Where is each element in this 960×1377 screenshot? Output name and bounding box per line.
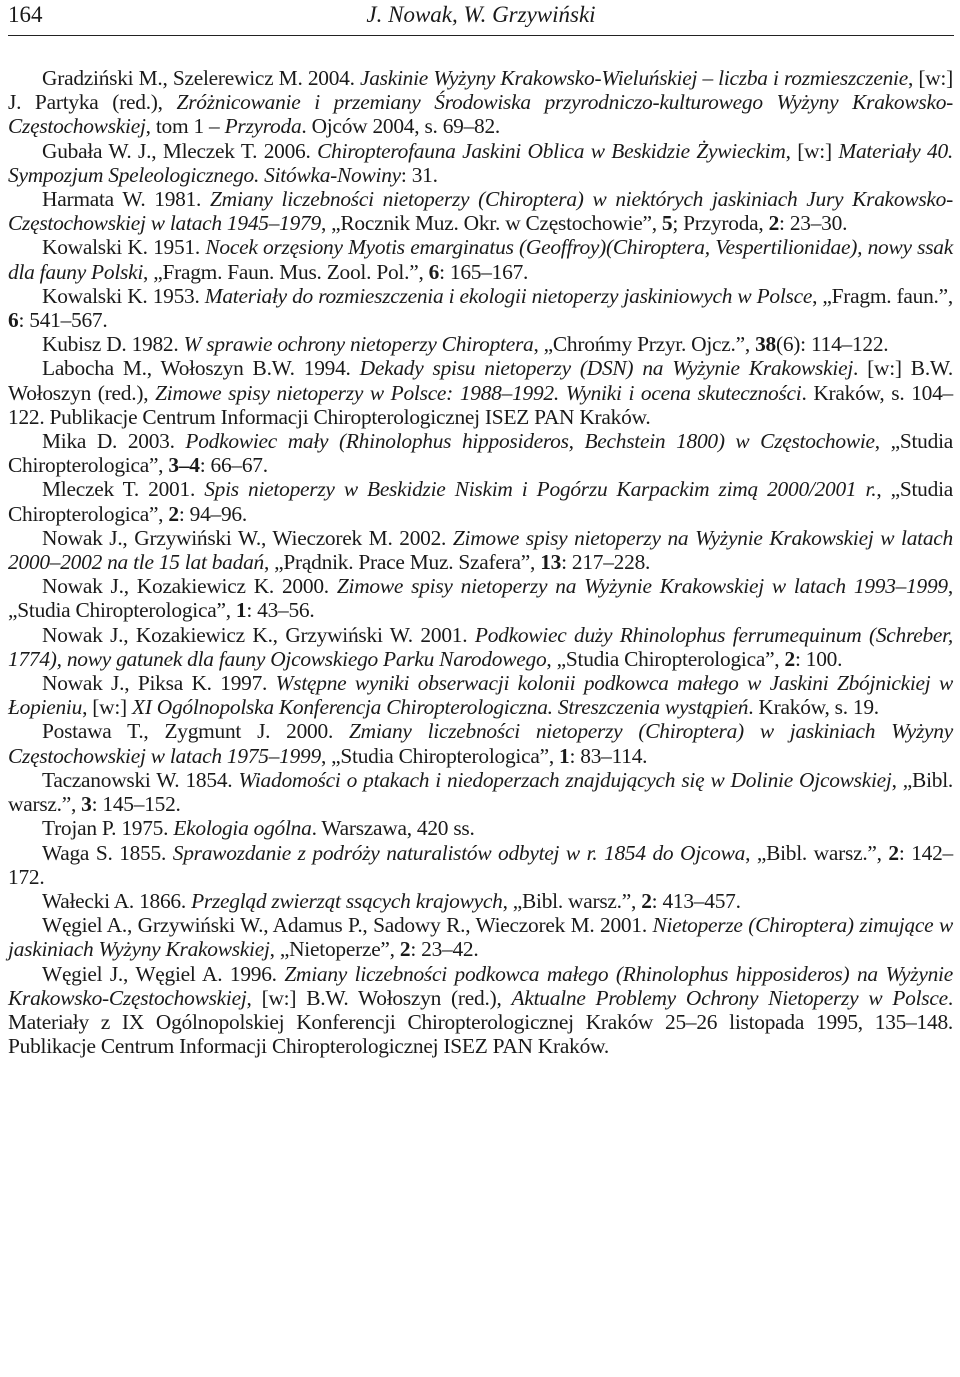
reference-text: : 43–56. [246, 598, 315, 623]
reference-text: , [w:] [785, 138, 839, 163]
reference-entry [8, 962, 953, 1059]
reference-volume: 1 [559, 743, 570, 768]
reference-title: W sprawie ochrony nietoperzy Chiroptera [183, 332, 534, 357]
reference-entry [8, 187, 953, 235]
reference-title: Aktualne Problemy Ochrony Nietoperzy w Polsce [511, 985, 948, 1010]
reference-volume: 2 [888, 840, 899, 865]
reference-entry [8, 235, 953, 283]
reference-text: , [w:] J. Partyka (red.), [8, 66, 953, 115]
reference-entry [8, 841, 953, 889]
reference-text: : 142–172. [8, 840, 954, 889]
reference-entry [8, 816, 953, 840]
reference-title: Przegląd zwierząt ssących krajowych [191, 888, 503, 913]
reference-title: Zimowe spisy nietoperzy w Polsce: 1988–1992. Wyniki i ocena skuteczności [155, 380, 802, 405]
reference-text: , „Nietoperze”, [269, 937, 400, 962]
reference-text: , „Studia Chiropterologica”, [8, 477, 954, 526]
reference-text: Kubisz D. 1982. [42, 332, 184, 357]
reference-volume: 1 [235, 598, 247, 623]
reference-title: Materiały 40. Sympozjum Speleologicznego. Sitówka-Nowiny [8, 138, 954, 187]
reference-title: Wstępne wyniki obserwacji kolonii podkowca małego w Jaskini Zbójnickiej w Łopieniu [8, 671, 953, 720]
reference-text: . Warszawa, 420 ss. [311, 816, 475, 841]
reference-text: : 66–67. [199, 453, 268, 478]
reference-text: , „Prądnik. Prace Muz. Szafera”, [263, 550, 541, 575]
reference-entry [8, 526, 953, 574]
reference-volume: 3 [81, 792, 92, 817]
reference-text: Taczanowski W. 1854. [42, 767, 239, 792]
reference-text: , „Studia Chiropterologica”, [8, 574, 953, 623]
reference-text: : 83–114. [569, 743, 648, 768]
reference-title: Zmiany liczebności podkowca małego (Rhinolophus hipposideros) na Wyżynie Krakowsko-Częstochowskiej [8, 961, 953, 1010]
reference-title: Sprawozdanie z podróży naturalistów odbytej w r. 1854 do Ojcowa [172, 840, 746, 865]
reference-volume: 13 [540, 550, 562, 575]
reference-text: , „Fragm. faun.”, [812, 283, 953, 308]
reference-text: Gubała W. J., Mleczek T. 2006. [42, 138, 318, 163]
reference-text: . Kraków, s. 19. [748, 695, 879, 720]
reference-title: Wiadomości o ptakach i niedoperzach znajdujących się w Dolinie Ojcowskiej [238, 767, 892, 792]
reference-text: : 541–567. [18, 308, 108, 333]
reference-title: Zimowe spisy nietoperzy na Wyżynie Krakowskiej w latach 2000–2002 na tle 15 lat badań [8, 525, 953, 575]
reference-entry [8, 889, 953, 913]
reference-text: Kowalski K. 1951. [42, 235, 206, 260]
reference-entry [8, 623, 953, 671]
reference-text: . Kraków, s. 104–122. Publikacje Centrum Informacji Chiropterologicznej ISEZ PAN Kraków. [8, 380, 953, 429]
reference-text: : 23–30. [779, 211, 848, 236]
reference-text: , tom 1 – [145, 114, 225, 139]
reference-text: , „Bibl. warsz.”, [8, 767, 953, 817]
reference-title: Zmiany liczebności nietoperzy (Chiroptera) w jaskiniach Wyżyny Częstochowskiej w latach 1975–1999 [8, 719, 953, 768]
reference-volume: 3–4 [168, 453, 200, 478]
reference-title: Materiały do rozmieszczenia i ekologii nietoperzy jaskiniowych w Polsce [204, 283, 813, 308]
reference-text: Waga S. 1855. [42, 840, 173, 865]
reference-title: Zmiany liczebności nietoperzy (Chiroptera) w niektórych jaskiniach Jury Krakowsko-Częstochowskiej w latach 1945–1979 [8, 187, 953, 236]
reference-text: : 217–228. [561, 550, 651, 575]
reference-entry [8, 768, 953, 816]
reference-text: , „Fragm. Faun. Mus. Zool. Pol.”, [143, 259, 429, 284]
reference-text: : 145–152. [91, 792, 181, 817]
reference-text: Nowak J., Grzywiński W., Wieczorek M. 2002. [42, 525, 453, 550]
reference-volume: 5 [661, 211, 673, 236]
reference-text: : 31. [400, 162, 438, 187]
reference-text: : 94–96. [178, 501, 247, 526]
reference-title: Jaskinie Wyżyny Krakowsko-Wieluńskiej – liczba i rozmieszczenie [359, 66, 908, 90]
reference-volume: 2 [641, 888, 652, 913]
reference-text: Nowak J., Piksa K. 1997. [42, 671, 276, 696]
reference-text: . Ojców 2004, s. 69–82. [301, 114, 501, 139]
reference-volume: 38 [755, 332, 776, 357]
reference-volume: 2 [168, 501, 179, 526]
reference-title: Nocek orzęsiony Myotis emarginatus (Geoffroy)(Chiroptera, Vespertilionidae), nowy ssak dla fauny Polski [8, 235, 953, 284]
reference-text: Węgiel J., Węgiel A. 1996. [42, 961, 285, 986]
reference-text: . [w:] B.W. Wołoszyn (red.), [8, 356, 953, 405]
reference-text: , „Bibl. warsz.”, [745, 840, 889, 865]
reference-volume: 2 [784, 646, 795, 671]
reference-text: Kowalski K. 1953. [42, 283, 205, 308]
reference-text: , „Bibl. warsz.”, [502, 888, 642, 913]
reference-text: Mika D. 2003. [42, 429, 186, 454]
reference-text: Nowak J., Kozakiewicz K., Grzywiński W. 2001. [42, 622, 475, 647]
reference-text: Wałecki A. 1866. [42, 888, 192, 913]
reference-text: , [w:] [82, 695, 132, 720]
reference-list [8, 66, 953, 1058]
page-number: 164 [8, 2, 43, 27]
reference-text: Mleczek T. 2001. [42, 477, 205, 502]
reference-text: , „Studia Chiropterologica”, [320, 743, 560, 768]
reference-title: XI Ogólnopolska Konferencja Chiropterologiczna. Streszczenia wystąpień [132, 695, 749, 720]
reference-volume: 6 [8, 308, 19, 333]
reference-text: Postawa T., Zygmunt J. 2000. [42, 719, 349, 744]
reference-text: Trojan P. 1975. [42, 816, 174, 841]
reference-text: , „Studia Chiropterologica”, [8, 429, 954, 478]
reference-text: Nowak J., Kozakiewicz K. 2000. [42, 574, 337, 599]
reference-entry [8, 139, 953, 187]
reference-text: . Materiały z IX Ogólnopolskiej Konferencji Chiropterologicznej Kraków 25–26 listopada 1995, 135–148. Publikacje Centrum Informacji Chiropterologicznej ISEZ PAN Kraków. [8, 985, 953, 1059]
reference-text: : 100. [794, 646, 843, 671]
reference-entry [8, 356, 953, 429]
reference-entry [8, 429, 953, 477]
reference-text: , „Chrońmy Przyr. Ojcz.”, [533, 332, 756, 357]
reference-entry [8, 477, 953, 525]
running-head: J. Nowak, W. Grzywiński [366, 2, 596, 27]
page-header [8, 0, 954, 46]
reference-text: (6): 114–122. [775, 332, 889, 357]
reference-text: ; Przyroda, [672, 211, 769, 236]
reference-entry [8, 719, 953, 767]
reference-text: : 23–42. [410, 937, 479, 962]
reference-entry [8, 332, 953, 356]
reference-volume: 2 [399, 937, 411, 962]
reference-entry [8, 66, 953, 139]
reference-entry [8, 574, 953, 622]
reference-title: Podkowiec duży Rhinolophus ferrumequinum (Schreber, 1774), nowy gatunek dla fauny Ojcowskiego Parku Narodowego [8, 622, 953, 671]
reference-title: Ekologia ogólna [173, 816, 312, 841]
reference-volume: 2 [768, 211, 780, 236]
reference-title: Chiropterofauna Jaskini Oblica w Beskidzie Żywieckim [317, 138, 786, 163]
reference-title: Przyroda [224, 114, 302, 139]
reference-text: Gradziński M., Szelerewicz M. 2004. [42, 66, 360, 90]
reference-entry [8, 284, 953, 332]
reference-text: Harmata W. 1981. [42, 187, 210, 212]
reference-title: Dekady spisu nietoperzy (DSN) na Wyżynie Krakowskiej [359, 356, 854, 381]
reference-title: Zimowe spisy nietoperzy na Wyżynie Krakowskiej w latach 1993–1999 [336, 574, 948, 599]
reference-text: , „Studia Chiropterologica”, [546, 646, 785, 671]
reference-entry [8, 671, 953, 719]
header-rule [8, 35, 954, 36]
reference-volume: 6 [428, 259, 440, 284]
reference-text: , „Rocznik Muz. Okr. w Częstochowie”, [320, 211, 662, 236]
reference-text: : 413–457. [651, 888, 741, 913]
reference-text: Węgiel A., Grzywiński W., Adamus P., Sadowy R., Wieczorek M. 2001. [42, 913, 653, 938]
reference-title: Podkowiec mały (Rhinolophus hipposideros, Bechstein 1800) w Częstochowie [185, 429, 875, 454]
reference-entry [8, 913, 953, 961]
reference-title: Nietoperze (Chiroptera) zimujące w jaskiniach Wyżyny Krakowskiej [8, 913, 953, 962]
reference-text: Labocha M., Wołoszyn B.W. 1994. [42, 356, 360, 381]
reference-title: Spis nietoperzy w Beskidzie Niskim i Pogórzu Karpackim zimą 2000/2001 r. [204, 477, 877, 502]
reference-title: Zróżnicowanie i przemiany Środowiska przyrodniczo-kulturowego Wyżyny Krakowsko-Częstochowskiej [8, 90, 954, 139]
reference-text: : 165–167. [439, 259, 529, 284]
reference-text: , [w:] B.W. Wołoszyn (red.), [246, 985, 512, 1010]
